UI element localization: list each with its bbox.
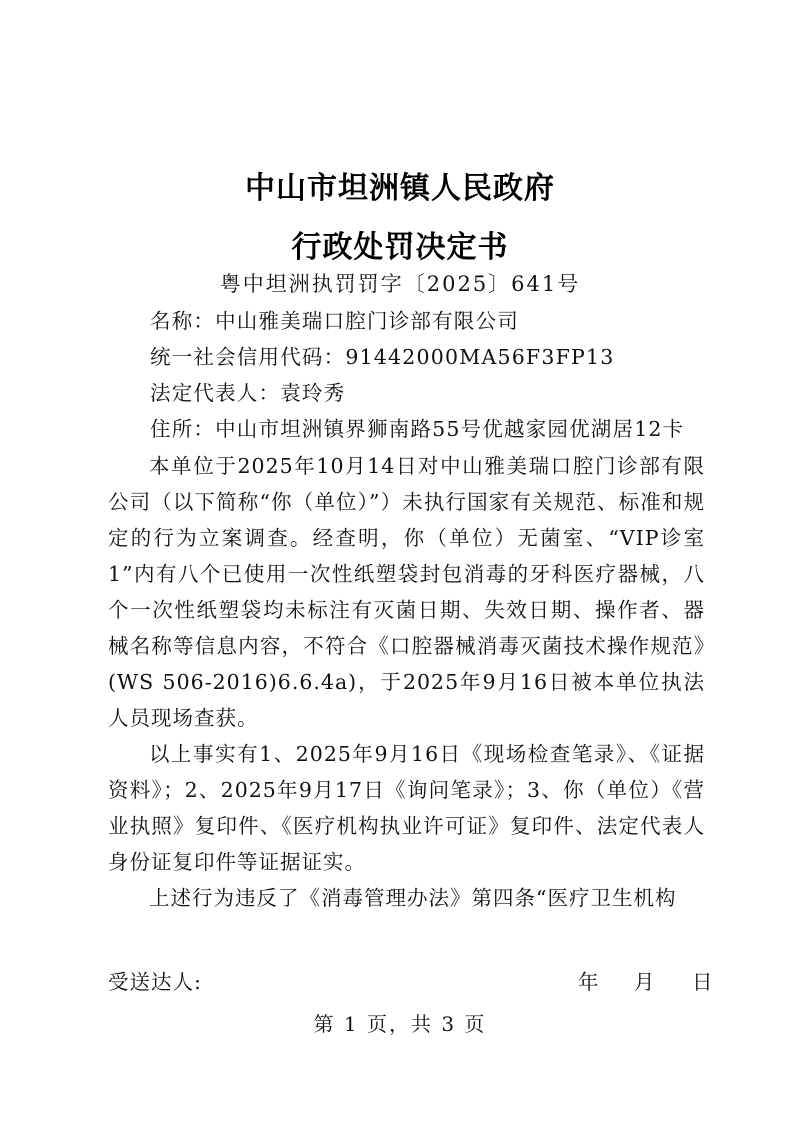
credit-code-line — [150, 340, 615, 370]
paragraph-evidence: 以上事实有1、2025年9月16日《现场检查笔录》、《证据资料》；2、2025年9月17日《询问笔录》；3、你（单位）《营业执照》复印件、《医疗机构执业许可证》复印件、法定代表人身份证复印件等证据证实。 — [108, 742, 705, 874]
issuer-heading: 中山市坦洲镇人民政府 — [245, 171, 555, 206]
decision-body — [108, 448, 705, 916]
legal-rep-value: 袁玲秀 — [280, 381, 346, 405]
signature-date — [578, 965, 713, 995]
document-title: 行政处罚决定书 — [291, 230, 509, 265]
address-line — [150, 412, 684, 442]
legal-rep-label: 法定代表人： — [150, 381, 281, 405]
paragraph-violation: 上述行为违反了《消毒管理办法》第四条“医疗卫生机构 — [149, 886, 677, 910]
paragraph-findings: 本单位于2025年10月14日对中山雅美瑞口腔门诊部有限公司（以下简称“你（单位）”）未执行国家有关规范、标准和规定的行为立案调查。经查明，你（单位）无菌室、“VIP诊室1”内有八个已使用一次性纸塑袋封包消毒的牙科医疗器械，八个一次性纸塑袋均未标注有灭菌日期、失效日期、操作者、器械名称等信息内容，不符合《口腔器械消毒灭菌技术操作规范》(WS 506-2016)6.6.4a)，于2025年9月16日被本单位执法人员现场查获。 — [108, 454, 705, 730]
date-month-label: 月 — [634, 970, 655, 994]
party-name-line — [150, 304, 519, 334]
credit-code-label: 统一社会信用代码： — [150, 345, 346, 369]
party-name-value: 中山雅美瑞口腔门诊部有限公司 — [215, 309, 519, 333]
legal-rep-line — [150, 376, 345, 406]
date-day-label: 日 — [692, 970, 713, 994]
address-label: 住所： — [150, 417, 216, 441]
recipient-label: 受送达人: — [108, 970, 202, 994]
party-name-label: 名称： — [150, 309, 216, 333]
address-value: 中山市坦洲镇界狮南路55号优越家园优湖居12卡 — [215, 417, 685, 441]
credit-code-value: 91442000MA56F3FP13 — [345, 345, 615, 369]
document-number: 粤中坦洲执罚罚字〔2025〕641号 — [219, 272, 581, 296]
page-indicator: 第 1 页，共 3 页 — [313, 1012, 487, 1036]
date-year-label: 年 — [578, 970, 599, 994]
